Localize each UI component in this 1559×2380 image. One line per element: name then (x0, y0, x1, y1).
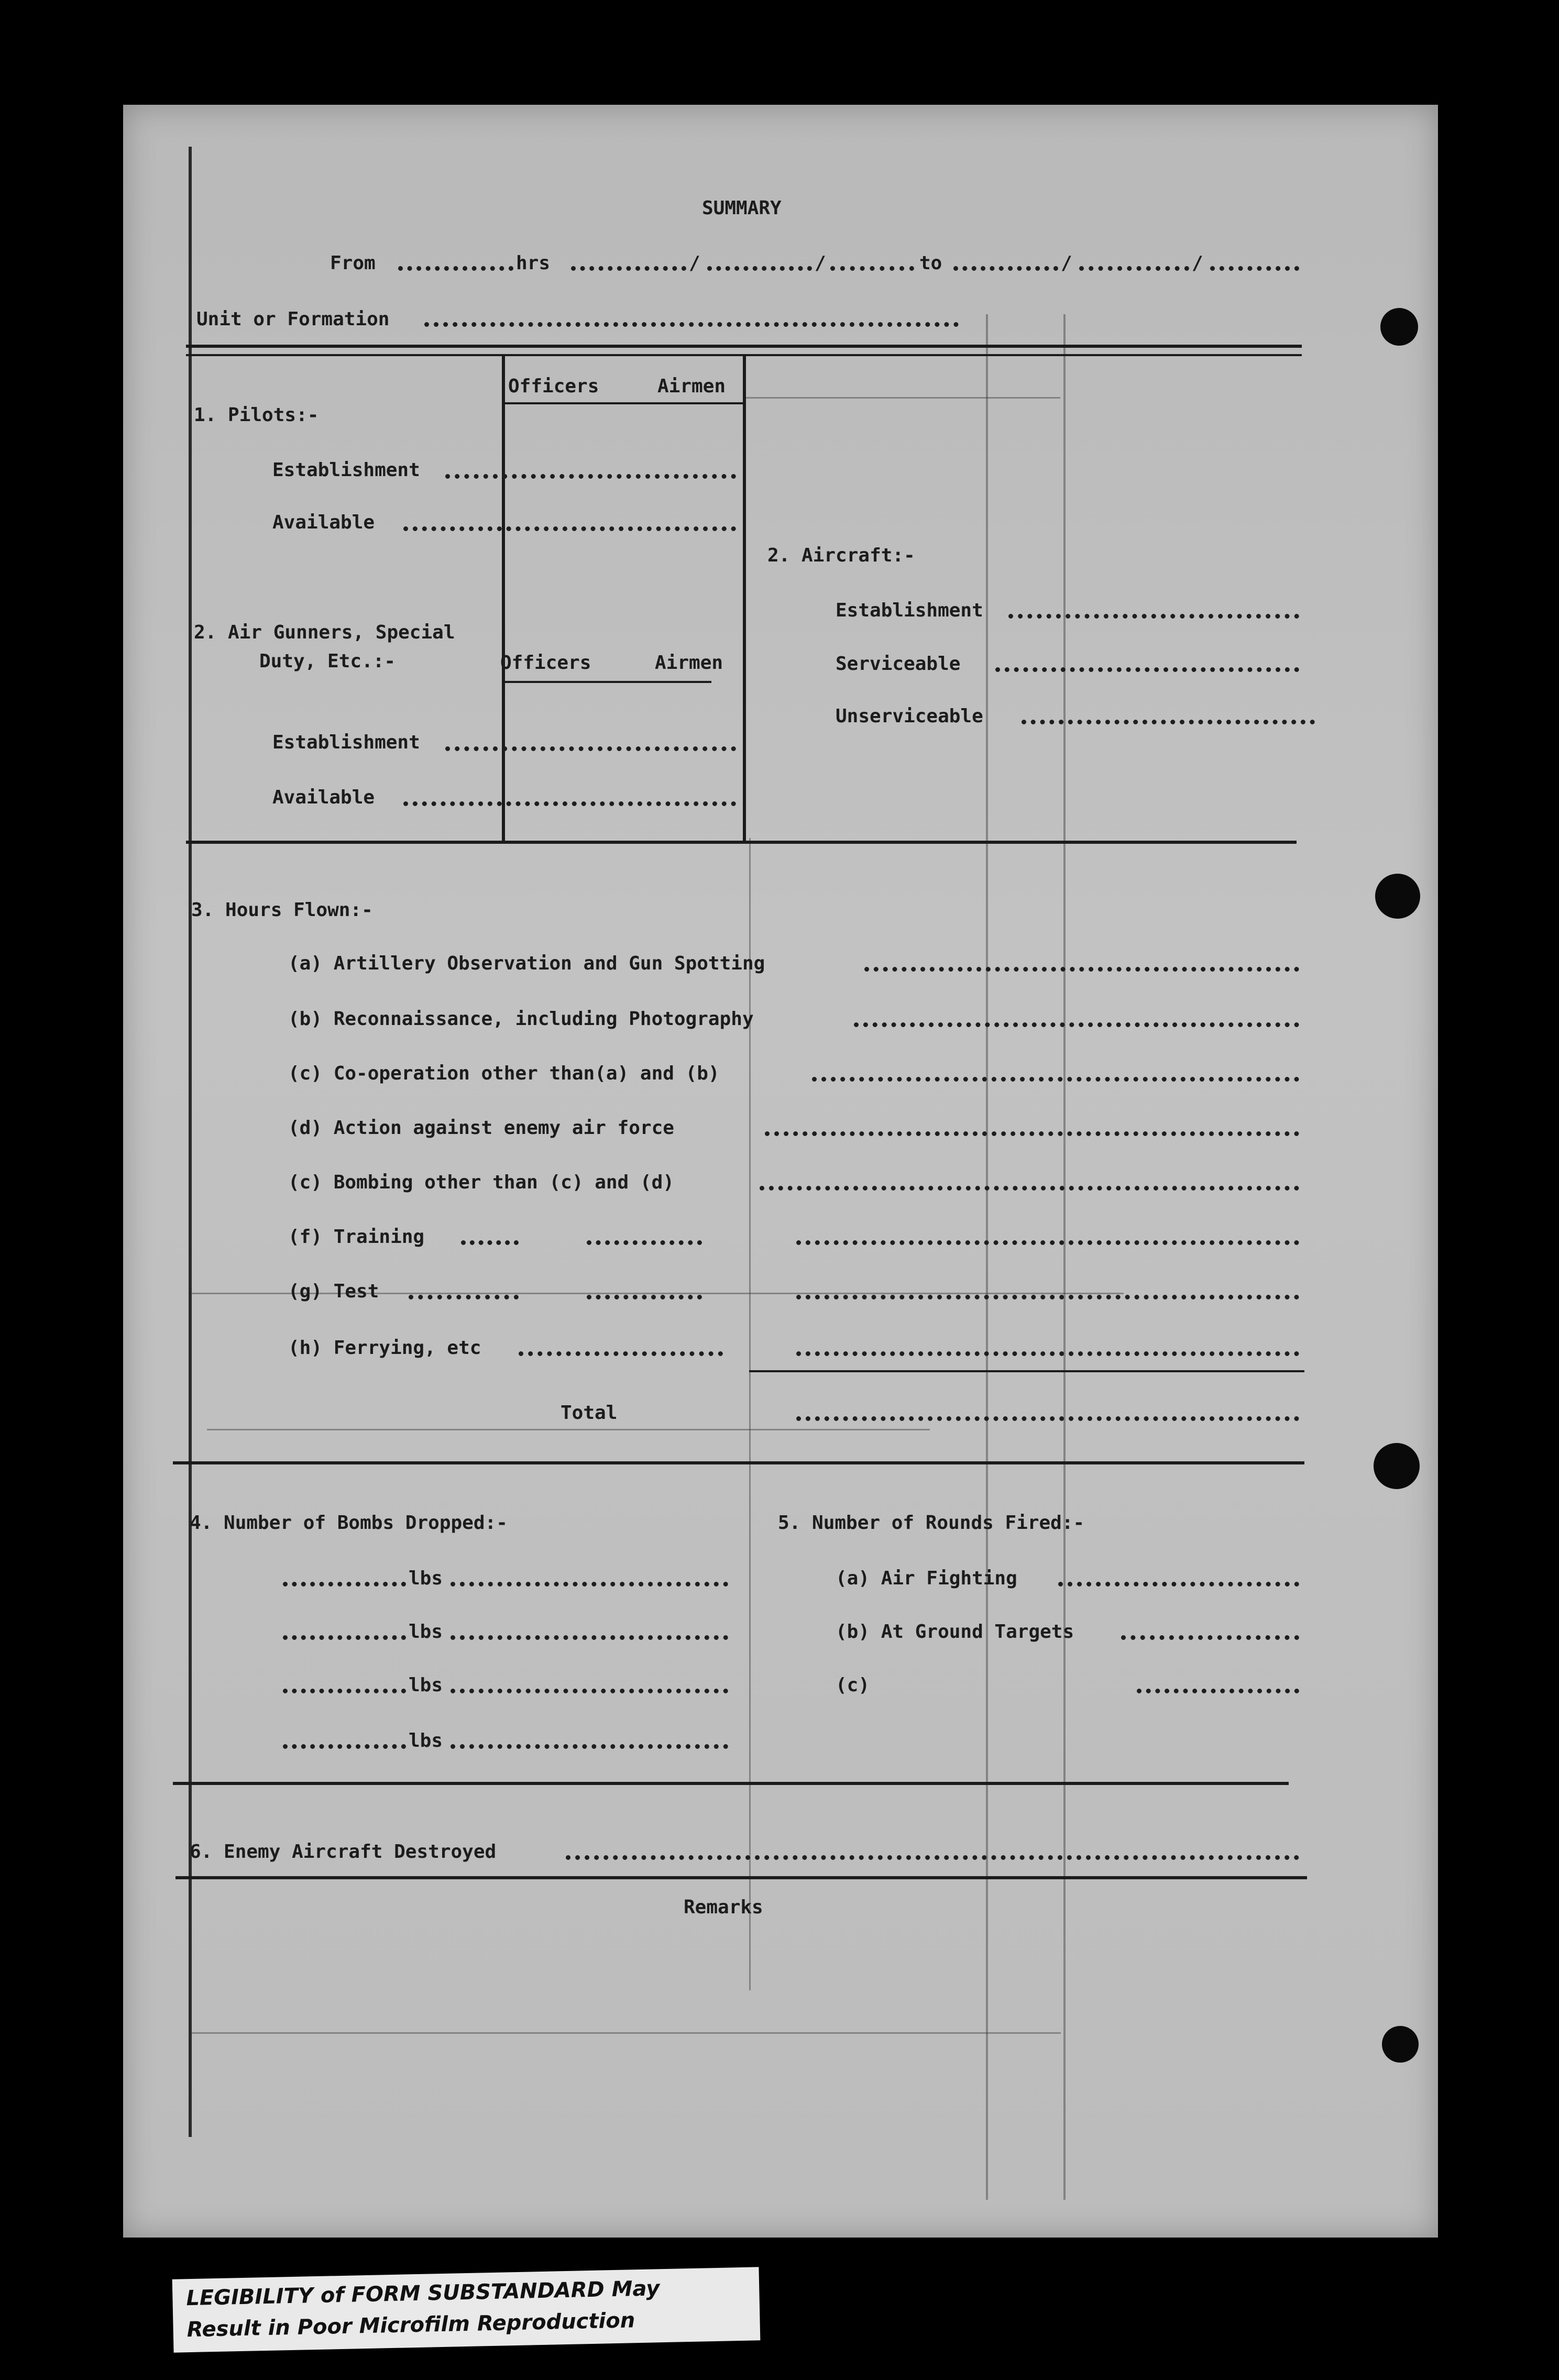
hours-item-a: (a) Artillery Observation and Gun Spotting (288, 953, 765, 974)
officers-col-left (502, 356, 505, 841)
to-label: to (919, 252, 942, 274)
bombs-weight-field-4[interactable] (283, 1744, 406, 1749)
gunners-establishment-label: Establishment (272, 732, 420, 753)
pilots-available-field[interactable] (403, 526, 736, 531)
hours-item-f-dots-2 (587, 1240, 702, 1245)
officers-airmen-underline (502, 402, 746, 404)
unit-field[interactable] (424, 322, 959, 327)
bombs-count-field-3[interactable] (451, 1689, 728, 1693)
hours-item-b: (b) Reconnaissance, including Photography (288, 1008, 754, 1030)
right-column-rule (986, 314, 988, 2200)
left-margin-rule (189, 147, 192, 2137)
enemy-field[interactable] (566, 1855, 1299, 1860)
hours-item-g-dots-2 (587, 1295, 702, 1299)
unit-label: Unit or Formation (196, 308, 390, 330)
from-label: From (330, 252, 376, 274)
caption-line-1: LEGIBILITY of FORM SUBSTANDARD May (185, 2276, 660, 2311)
faint-total-rule (207, 1429, 930, 1430)
bombs-unit-4: lbs (409, 1730, 443, 1751)
hours-item-e-field[interactable] (760, 1186, 1299, 1191)
gunners-label-1: 2. Air Gunners, Special (194, 622, 455, 643)
hours-item-f-dots-1 (461, 1240, 519, 1245)
right-column-rule-2 (1063, 314, 1066, 2200)
aircraft-label: 2. Aircraft:- (767, 545, 915, 566)
to-month-field[interactable] (1079, 266, 1189, 271)
bombs-unit-3: lbs (409, 1674, 443, 1696)
hrs-label: hrs (516, 252, 551, 274)
airmen-col-right (743, 356, 746, 841)
subtotal-rule (749, 1370, 1304, 1372)
airmen-heading: Airmen (657, 376, 726, 397)
punch-hole-1 (1380, 308, 1418, 346)
hours-item-g-dots-1 (409, 1295, 519, 1299)
aircraft-unserviceable-field[interactable] (1022, 720, 1315, 724)
personnel-bottom-rule (186, 841, 1297, 844)
hours-item-f: (f) Training (288, 1226, 425, 1248)
hours-item-d-field[interactable] (765, 1131, 1299, 1136)
hours-bottom-rule (173, 1461, 1304, 1464)
rounds-air-label: (a) Air Fighting (836, 1568, 1017, 1589)
from-hrs-field[interactable] (398, 266, 513, 271)
form-title: SUMMARY (702, 197, 782, 219)
from-day-field[interactable] (571, 266, 686, 271)
punch-hole-2 (1375, 874, 1420, 919)
bombs-unit-2: lbs (409, 1621, 443, 1643)
rounds-ground-label: (b) At Ground Targets (836, 1621, 1074, 1643)
gunners-officers-heading: Officers (500, 652, 591, 674)
bombs-count-field-1[interactable] (451, 1582, 728, 1586)
header-rule-1 (186, 345, 1302, 348)
gunners-available-label: Available (272, 787, 375, 808)
total-label: Total (561, 1402, 618, 1424)
bombs-count-field-2[interactable] (451, 1635, 728, 1640)
enemy-bottom-rule (175, 1876, 1307, 1879)
slash-4: / (1192, 252, 1203, 274)
bombs-weight-field-3[interactable] (283, 1689, 406, 1693)
bombs-unit-1: lbs (409, 1568, 443, 1589)
hours-item-f-field[interactable] (796, 1240, 1299, 1245)
pilots-establishment-label: Establishment (272, 459, 420, 481)
hours-item-h-dots (519, 1351, 723, 1356)
hours-item-g-field[interactable] (796, 1295, 1299, 1299)
hours-item-g: (g) Test (288, 1281, 379, 1302)
total-field[interactable] (796, 1416, 1299, 1421)
officers-heading: Officers (508, 376, 599, 397)
bombs-bottom-rule (173, 1782, 1289, 1785)
faint-aircraft-rule (746, 397, 1060, 399)
gunners-available-field[interactable] (403, 801, 736, 806)
hours-item-h: (h) Ferrying, etc (288, 1337, 481, 1359)
to-year-field[interactable] (1210, 266, 1299, 271)
bombs-weight-field-2[interactable] (283, 1635, 406, 1640)
hours-item-a-field[interactable] (864, 967, 1299, 972)
slash-3: / (1061, 252, 1072, 274)
slash-1: / (689, 252, 700, 274)
form-page (123, 105, 1438, 2238)
gunners-establishment-field[interactable] (445, 746, 736, 751)
hours-item-d: (d) Action against enemy air force (288, 1117, 674, 1139)
rounds-label: 5. Number of Rounds Fired:- (778, 1512, 1085, 1534)
hours-item-b-field[interactable] (854, 1022, 1299, 1027)
gunners-heading-underline (502, 681, 711, 683)
remarks-label: Remarks (684, 1897, 763, 1918)
to-day-field[interactable] (953, 266, 1058, 271)
aircraft-serviceable-field[interactable] (995, 667, 1299, 672)
rounds-ground-field[interactable] (1121, 1635, 1299, 1640)
aircraft-serviceable-label: Serviceable (836, 653, 961, 675)
from-year-field[interactable] (830, 266, 914, 271)
bombs-weight-field-1[interactable] (283, 1582, 406, 1586)
punch-hole-4 (1382, 2026, 1419, 2063)
hours-label: 3. Hours Flown:- (191, 899, 373, 921)
gunners-airmen-heading: Airmen (655, 652, 723, 674)
bombs-label: 4. Number of Bombs Dropped:- (190, 1512, 508, 1534)
hours-item-c: (c) Co-operation other than(a) and (b) (288, 1063, 720, 1084)
aircraft-establishment-field[interactable] (1008, 614, 1299, 619)
pilots-establishment-field[interactable] (445, 474, 736, 479)
aircraft-establishment-label: Establishment (836, 600, 983, 621)
hours-item-e: (c) Bombing other than (c) and (d) (288, 1172, 674, 1193)
remarks-rule (191, 2032, 1061, 2034)
slash-2: / (815, 252, 826, 274)
caption-line-2: Result in Poor Microfilm Reproduction (186, 2308, 635, 2342)
hours-item-c-field[interactable] (812, 1077, 1299, 1082)
bombs-count-field-4[interactable] (451, 1744, 728, 1749)
rounds-c-label: (c) (836, 1674, 870, 1696)
hours-item-h-field[interactable] (796, 1351, 1299, 1356)
rounds-c-field[interactable] (1137, 1689, 1299, 1693)
gunners-label-2: Duty, Etc.:- (259, 651, 396, 672)
from-month-field[interactable] (707, 266, 812, 271)
microfilm-caption (172, 2267, 761, 2352)
rounds-air-field[interactable] (1058, 1582, 1299, 1586)
aircraft-unserviceable-label: Unserviceable (836, 706, 983, 727)
pilots-available-label: Available (272, 512, 375, 533)
enemy-label: 6. Enemy Aircraft Destroyed (190, 1841, 497, 1863)
punch-hole-3 (1374, 1443, 1420, 1489)
pilots-label: 1. Pilots:- (194, 404, 319, 426)
